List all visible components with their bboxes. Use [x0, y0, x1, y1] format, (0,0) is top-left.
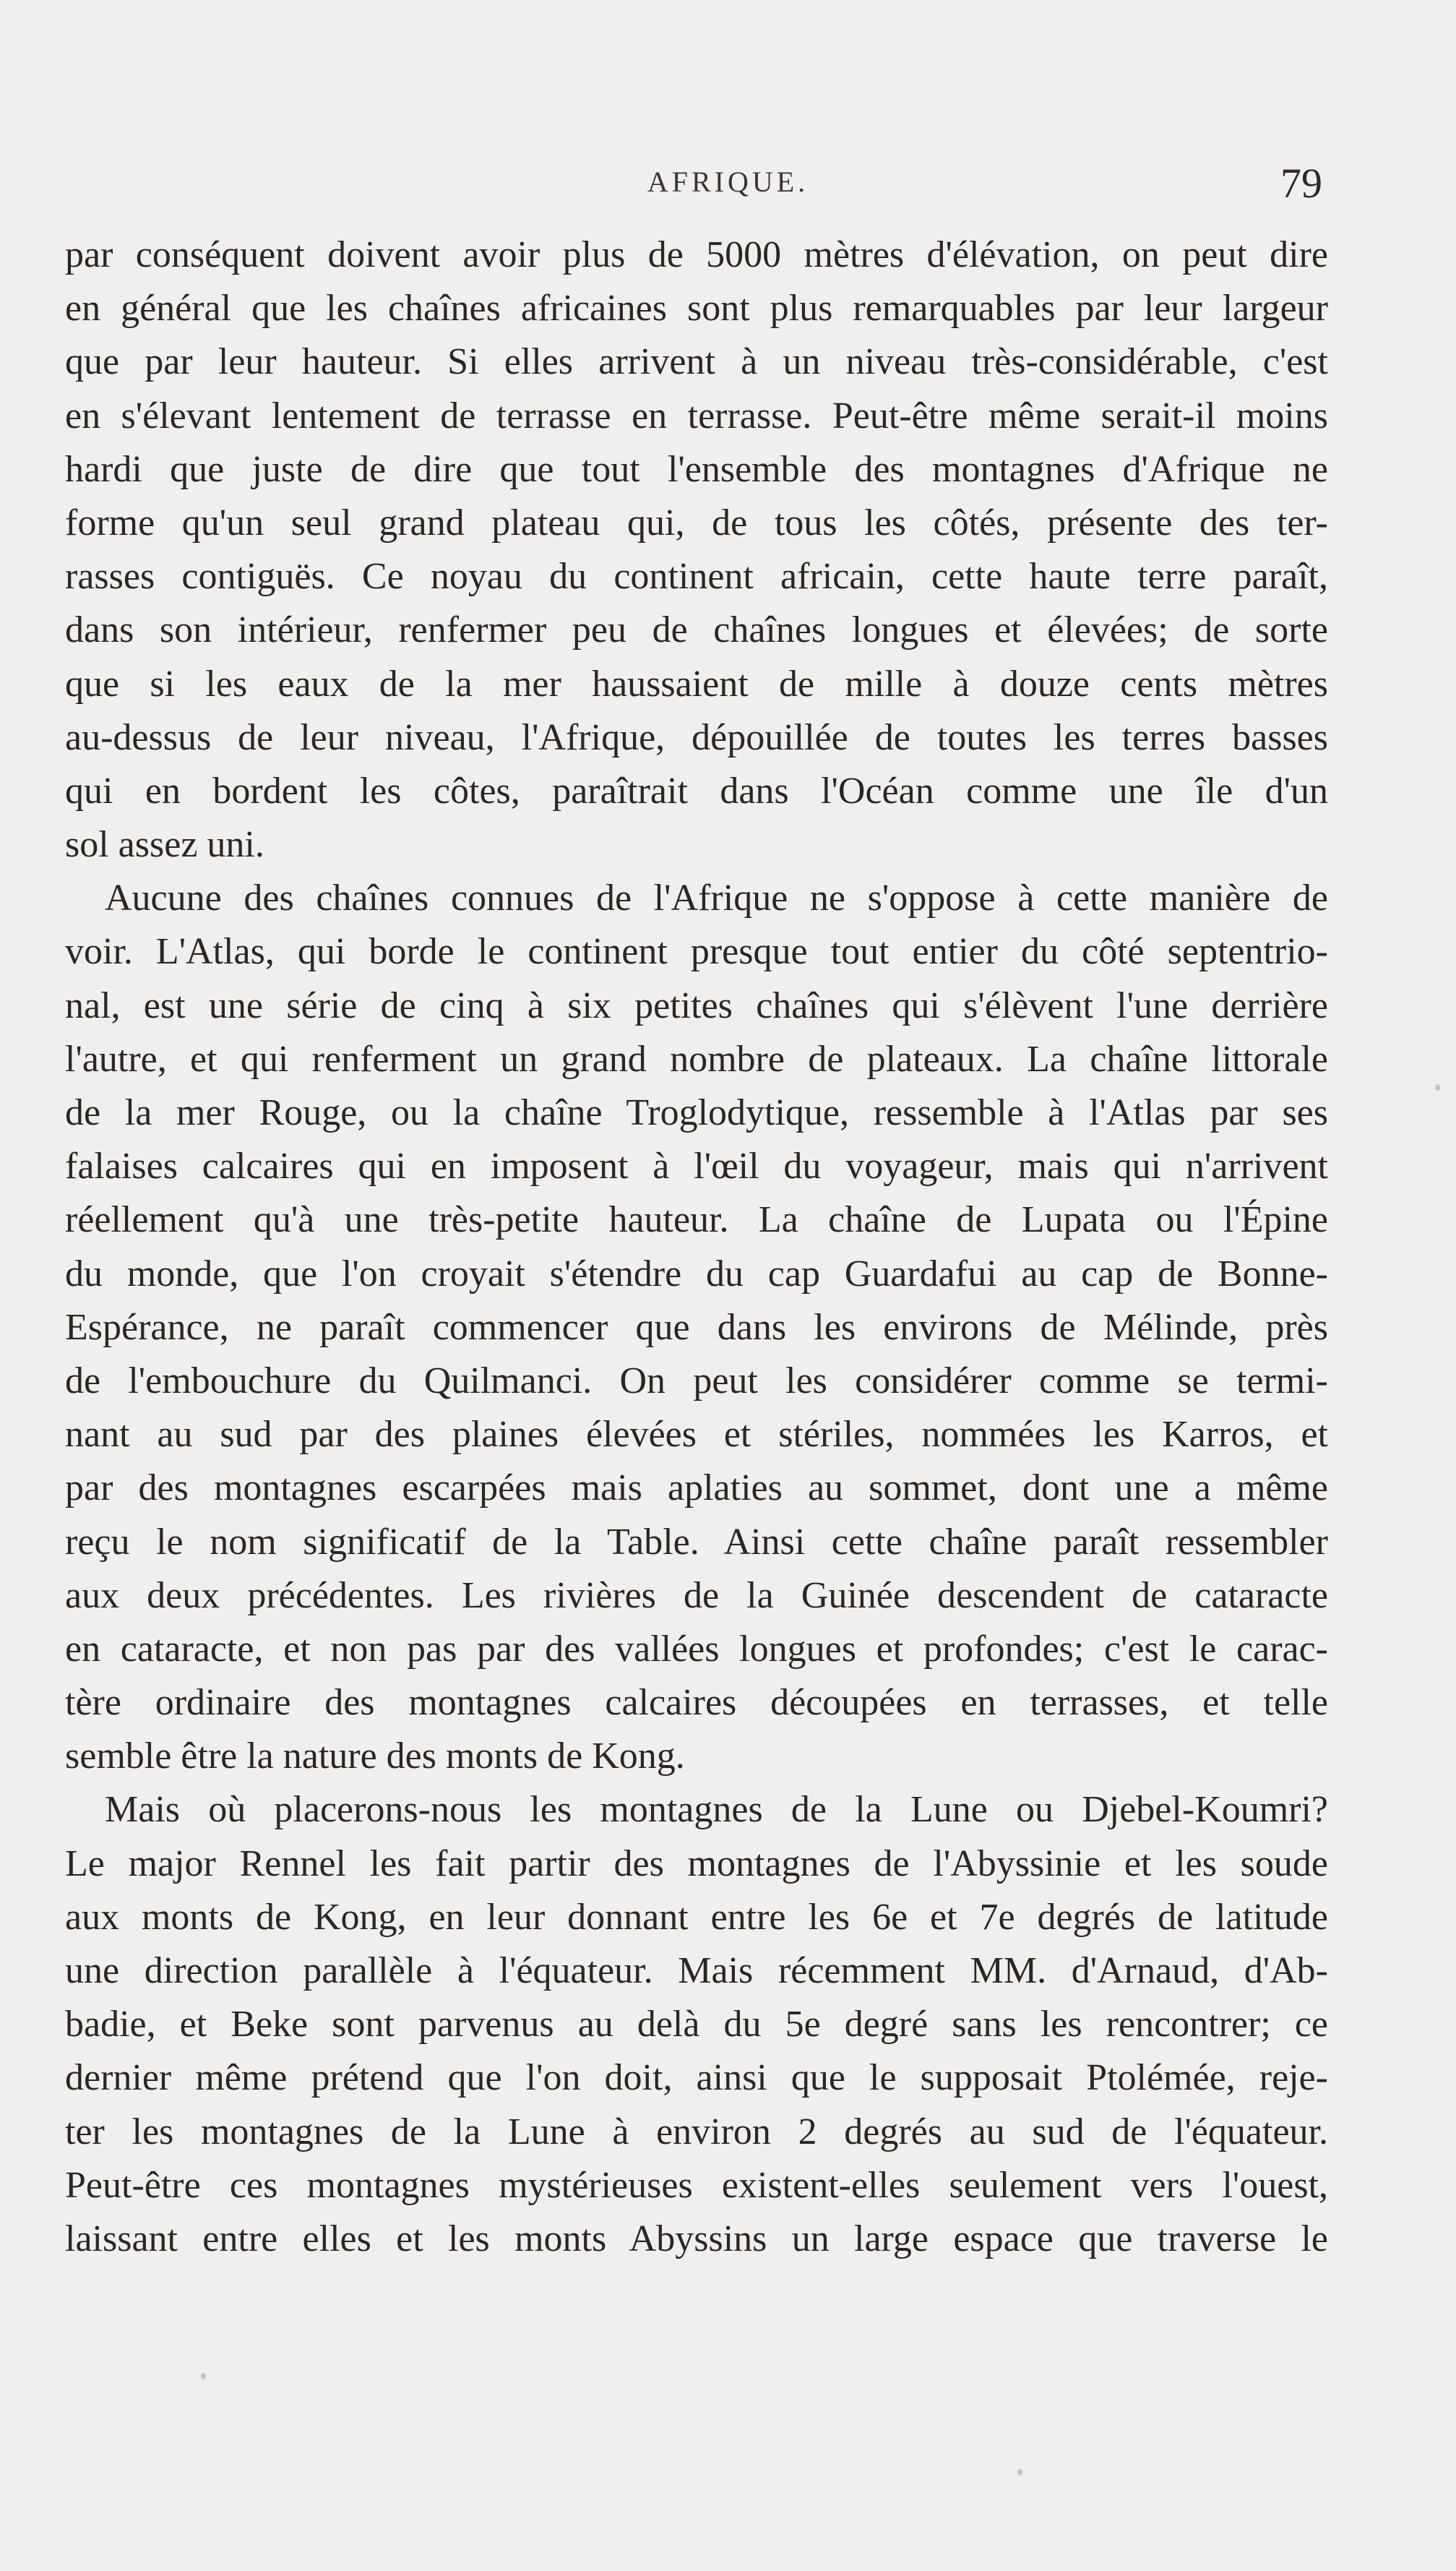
- text-line: dans son intérieur, renfermer peu de chaînes longues et élevées; de sorte: [65, 609, 1328, 651]
- text-line: que par leur hauteur. Si elles arrivent à un niveau très-considérable, c'est: [65, 341, 1328, 383]
- text-line: hardi que juste de dire que tout l'ensemble des montagnes d'Afrique ne: [65, 448, 1328, 490]
- text-line: voir. L'Atlas, qui borde le continent presque tout entier du côté septentrio-: [65, 931, 1328, 973]
- text-line: au-dessus de leur niveau, l'Afrique, dépouillée de toutes les terres basses: [65, 716, 1328, 758]
- text-line: Espérance, ne paraît commencer que dans les environs de Mélinde, près: [65, 1306, 1328, 1348]
- text-line: qui en bordent les côtes, paraîtrait dans l'Océan comme une île d'un: [65, 770, 1328, 812]
- text-line: réellement qu'à une très-petite hauteur. La chaîne de Lupata ou l'Épine: [65, 1199, 1328, 1241]
- text-line: ter les montagnes de la Lune à environ 2 degrés au sud de l'équateur.: [65, 2111, 1328, 2152]
- page-number: 79: [1280, 160, 1322, 207]
- text-line: tère ordinaire des montagnes calcaires découpées en terrasses, et telle: [65, 1682, 1328, 1724]
- text-line: en s'élevant lentement de terrasse en terrasse. Peut-être même serait-il moins: [65, 395, 1328, 437]
- text-line: l'autre, et qui renferment un grand nombre de plateaux. La chaîne littorale: [65, 1038, 1328, 1080]
- text-line: Aucune des chaînes connues de l'Afrique ne s'oppose à cette manière de: [105, 877, 1328, 919]
- running-header: AFRIQUE.: [647, 166, 809, 198]
- text-line: laissant entre elles et les monts Abyssins un large espace que traverse le: [65, 2218, 1328, 2259]
- text-line: que si les eaux de la mer haussaient de mille à douze cents mètres: [65, 663, 1328, 705]
- text-line: par conséquent doivent avoir plus de 5000 mètres d'élévation, on peut dire: [65, 234, 1328, 275]
- text-line: une direction parallèle à l'équateur. Mais récemment MM. d'Arnaud, d'Ab-: [65, 1950, 1328, 1991]
- text-line: nal, est une série de cinq à six petites chaînes qui s'élèvent l'une derrière: [65, 984, 1328, 1026]
- text-line: forme qu'un seul grand plateau qui, de tous les côtés, présente des ter-: [65, 502, 1328, 544]
- text-line: en général que les chaînes africaines sont plus remarquables par leur largeur: [65, 288, 1328, 330]
- text-line: Le major Rennel les fait partir des montagnes de l'Abyssinie et les soude: [65, 1842, 1328, 1884]
- text-line: de l'embouchure du Quilmanci. On peut les considérer comme se termi-: [65, 1360, 1328, 1402]
- text-line: Mais où placerons-nous les montagnes de la Lune ou Djebel-Koumri?: [105, 1789, 1328, 1831]
- text-line: Peut-être ces montagnes mystérieuses existent-elles seulement vers l'ouest,: [65, 2164, 1328, 2206]
- text-line: aux deux précédentes. Les rivières de la Guinée descendent de cataracte: [65, 1574, 1328, 1616]
- text-line: dernier même prétend que l'on doit, ainsi que le supposait Ptolémée, reje-: [65, 2057, 1328, 2099]
- text-line: rasses contiguës. Ce noyau du continent africain, cette haute terre paraît,: [65, 556, 1328, 598]
- text-line: semble être la nature des monts de Kong.: [65, 1735, 685, 1777]
- text-line: nant au sud par des plaines élevées et stériles, nommées les Karros, et: [65, 1414, 1328, 1456]
- text-line: reçu le nom significatif de la Table. Ainsi cette chaîne paraît ressembler: [65, 1521, 1328, 1563]
- paper-speck: [201, 2373, 206, 2379]
- text-line: sol assez uni.: [65, 824, 264, 866]
- paper-speck: [1017, 2469, 1022, 2476]
- text-line: en cataracte, et non pas par des vallées longues et profondes; c'est le carac-: [65, 1628, 1328, 1670]
- text-line: badie, et Beke sont parvenus au delà du 5e degré sans les rencontrer; ce: [65, 2004, 1328, 2046]
- text-line: par des montagnes escarpées mais aplaties au sommet, dont une a même: [65, 1467, 1328, 1509]
- text-line: de la mer Rouge, ou la chaîne Troglodytique, ressemble à l'Atlas par ses: [65, 1092, 1328, 1133]
- body-text: [65, 228, 1328, 2266]
- text-line: aux monts de Kong, en leur donnant entre les 6e et 7e degrés de latitude: [65, 1896, 1328, 1938]
- paper-speck: [1435, 1084, 1440, 1091]
- text-line: falaises calcaires qui en imposent à l'œil du voyageur, mais qui n'arrivent: [65, 1146, 1328, 1188]
- text-line: du monde, que l'on croyait s'étendre du cap Guardafui au cap de Bonne-: [65, 1253, 1328, 1295]
